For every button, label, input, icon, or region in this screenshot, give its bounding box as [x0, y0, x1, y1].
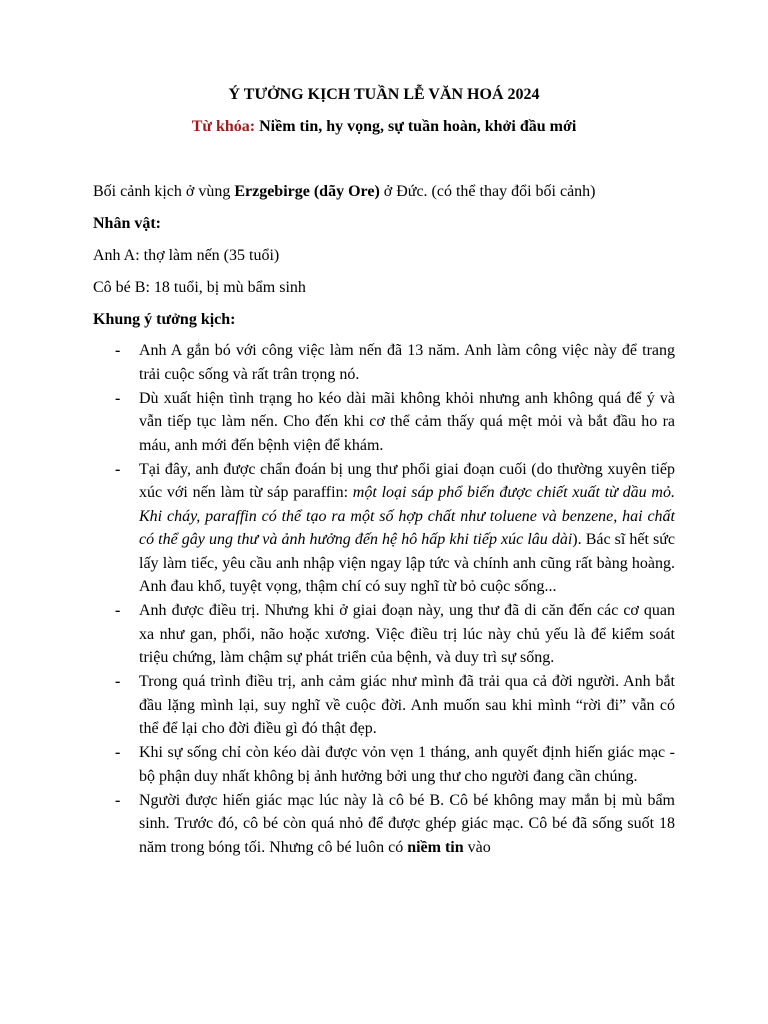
bullet-dash: - — [115, 673, 121, 690]
list-item — [93, 670, 675, 741]
setting-post: ở Đức. (có thể thay đổi bối cảnh) — [379, 183, 596, 200]
list-item-text-italic: một loại sáp phổ biến được chiết xuất từ dầu mỏ. Khi cháy, paraffin có thể tạo ra một số hợp chất như toluene và benzene, hai chất có thể gây ung thư và ảnh hưởng đến hệ hô hấp khi tiếp xúc lâu dài — [139, 484, 675, 548]
list-item-text-post: ). Bác sĩ hết sức lấy làm tiếc, yêu cầu anh nhập viện ngay lập tức và chính anh cũng rất bàng hoàng. Anh đau khổ, tuyệt vọng, thậm chí có suy nghĩ từ bỏ cuộc sống... — [139, 531, 676, 595]
list-item-text: Dù xuất hiện tình trạng ho kéo dài mãi không khỏi nhưng anh không quá để ý và vẫn tiếp tục làm nến. Cho đến khi cơ thể cảm thấy quá mệt mỏi và bắt đầu ho ra máu, anh mới đến bệnh viện để khám. — [139, 389, 675, 454]
document-title: Ý TƯỞNG KỊCH TUẦN LỄ VĂN HOÁ 2024 — [228, 86, 540, 103]
characters-heading — [93, 213, 675, 235]
bullet-dash: - — [115, 460, 121, 478]
list-item — [93, 789, 675, 860]
bullet-dash: - — [115, 342, 121, 359]
bullet-dash: - — [115, 389, 121, 407]
list-item-text: Khi sự sống chỉ còn kéo dài được vỏn vẹn 1 tháng, anh quyết định hiến giác mạc - bộ phận duy nhất không bị ảnh hưởng bởi ung thư cho người đang cần chúng. — [139, 744, 675, 785]
list-item — [93, 599, 675, 670]
list-item-text-pre: Người được hiến giác mạc lúc này là cô bé B. Cô bé không may mắn bị mù bẩm sinh. Trước đó, cô bé còn quá nhỏ để được ghép giác mạc. Cô bé đã sống suốt 18 năm trong bóng tối. Nhưng cô bé luôn có — [139, 791, 675, 856]
keywords-line — [93, 116, 675, 138]
list-item-text: Anh được điều trị. Nhưng khi ở giai đoạn này, ung thư đã di căn đến các cơ quan xa như gan, phổi, não hoặc xương. Việc điều trị lúc này chủ yếu là để kiểm soát triệu chứng, làm chậm sự phát triển của bệnh, và duy trì sự sống. — [139, 602, 675, 666]
list-item-text: Trong quá trình điều trị, anh cảm giác như mình đã trải qua cả đời người. Anh bắt đầu lặng mình lại, suy nghĩ về cuộc đời. Anh muốn sau khi mình “rời đi” vẫn có thể để lại cho đời điều gì đó thật đẹp. — [139, 673, 675, 737]
outline-heading — [93, 309, 675, 331]
list-item-text-bold: niềm tin — [407, 838, 464, 856]
list-item — [93, 339, 675, 386]
list-item — [93, 387, 675, 458]
list-item-text-post: vào — [463, 838, 491, 856]
setting-region: Erzgebirge (dãy Ore) — [234, 183, 380, 200]
bullet-dash: - — [115, 602, 121, 619]
character-b: Cô bé B: 18 tuổi, bị mù bẩm sinh — [93, 279, 306, 296]
list-item-text: Anh A gắn bó với công việc làm nến đã 13 năm. Anh làm công việc này để trang trải cuộc sống và rất trân trọng nó. — [139, 342, 675, 383]
character-a: Anh A: thợ làm nến (35 tuổi) — [93, 247, 280, 264]
bullet-dash: - — [115, 744, 121, 761]
setting-pre: Bối cảnh kịch ở vùng — [93, 183, 235, 200]
keywords-label: Từ khóa: — [191, 118, 256, 135]
list-item — [93, 741, 675, 788]
outline-heading-text: Khung ý tưởng kịch: — [93, 311, 236, 328]
list-item-text-pre: Tại đây, anh được chẩn đoán bị ung thư phổi giai đoạn cuối (do thường xuyên tiếp xúc với nến làm từ sáp paraffin: — [139, 460, 675, 501]
list-item — [93, 458, 675, 599]
keywords-value: Niềm tin, hy vọng, sự tuần hoàn, khởi đầu mới — [255, 118, 577, 135]
setting-paragraph — [93, 181, 675, 203]
outline-list — [93, 339, 675, 859]
bullet-dash: - — [115, 791, 121, 809]
characters-heading-text: Nhân vật: — [93, 215, 162, 232]
